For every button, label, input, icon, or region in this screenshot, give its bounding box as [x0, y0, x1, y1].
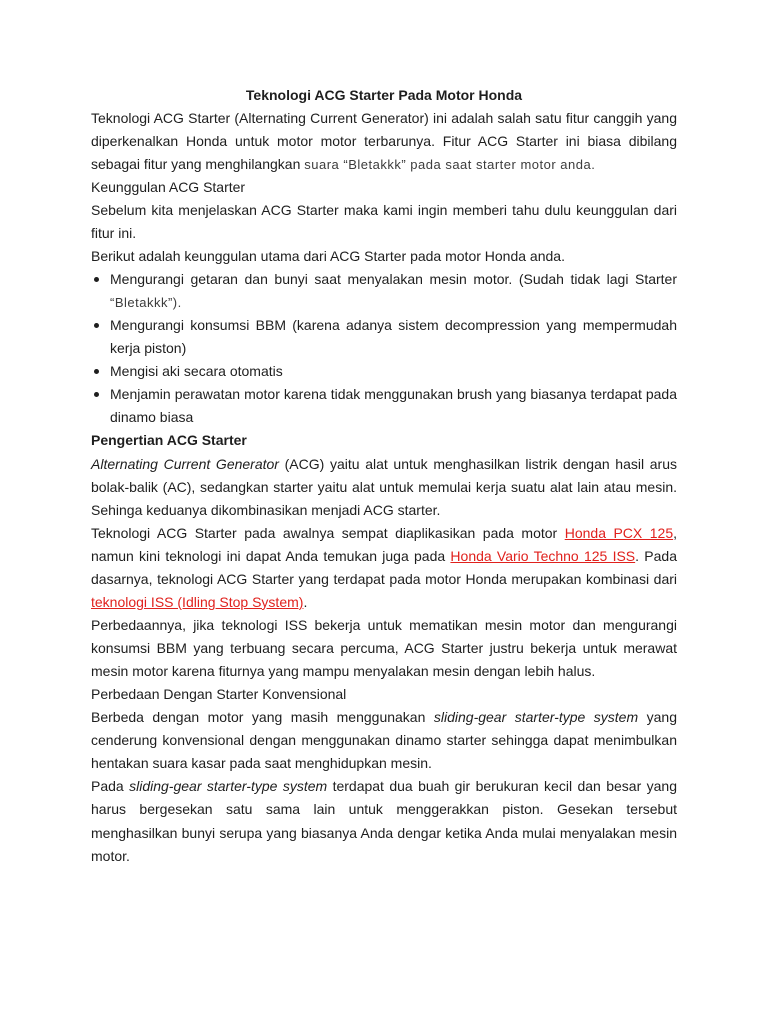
- list-item: [91, 268, 677, 314]
- definition-term: Alternating Current Generator: [91, 455, 279, 472]
- conventional-text-after: terdapat dua buah gir berukuran kecil dan besar yang harus bergesekan satu sama lain untuk menggerakkan piston. Gesekan tersebut menghasilkan bunyi serupa yang biasanya Anda dengar ketika Anda mulai menyalakan mesin motor.: [91, 778, 677, 864]
- bullet-icon: [94, 392, 99, 397]
- history-text-2: , namun kini teknologi ini dapat Anda temukan juga pada: [91, 524, 678, 564]
- sliding-gear-term: sliding-gear starter-type system: [433, 709, 639, 726]
- advantages-lead-paragraph: Berikut adalah keunggulan utama dari ACG Starter pada motor Honda anda.: [91, 247, 565, 264]
- conventional-paragraph-2: [91, 775, 677, 867]
- intro-text: Teknologi ACG Starter (Alternating Current Generator) ini adalah salah satu fitur canggih yang diperkenalkan Honda untuk motor motor terbarunya. Fitur ACG Starter ini biasa dibilang sebagai fitur yang menghilangkan: [91, 109, 677, 172]
- bullet-icon: [94, 323, 99, 328]
- conventional-heading: Perbedaan Dengan Starter Konvensional: [91, 686, 347, 703]
- list-item: [91, 360, 677, 383]
- intro-paragraph: [91, 107, 677, 176]
- list-item-text-alt-font: “Bletakkk”).: [110, 295, 182, 311]
- link-teknologi-iss[interactable]: teknologi ISS (Idling Stop System): [91, 593, 304, 610]
- definition-text: (ACG) yaitu alat untuk menghasilkan listrik dengan hasil arus bolak-balik (AC), sedangkan starter yaitu alat untuk memulai kerja suatu alat lain atau mesin. Sehinga keduanya dikombinasikan menjadi ACG starter.: [91, 455, 678, 518]
- link-honda-vario-techno-125-iss[interactable]: Honda Vario Techno 125 ISS: [450, 547, 636, 564]
- list-item-text: Mengisi aki secara otomatis: [110, 363, 283, 380]
- history-text-1: Teknologi ACG Starter pada awalnya sempat diaplikasikan pada motor: [91, 524, 565, 541]
- definition-heading: Pengertian ACG Starter: [91, 432, 247, 449]
- list-item-text: Menjamin perawatan motor karena tidak menggunakan brush yang biasanya terdapat pada dinamo biasa: [110, 386, 677, 426]
- advantages-heading: Keunggulan ACG Starter: [91, 178, 246, 195]
- article-title: Teknologi ACG Starter Pada Motor Honda: [245, 86, 523, 103]
- conventional-paragraph-1: [91, 706, 677, 775]
- article: [91, 84, 677, 868]
- history-text-4: .: [303, 593, 308, 610]
- conventional-text-before: Pada: [91, 778, 130, 795]
- definition-paragraph: [91, 453, 677, 522]
- bullet-icon: [94, 277, 99, 282]
- link-honda-pcx-125[interactable]: Honda PCX 125: [564, 524, 674, 541]
- conventional-text-after: yang cenderung konvensional dengan menggunakan dinamo starter sehingga dapat menimbulkan hentakan suara kasar pada saat menghidupkan mesin.: [91, 709, 677, 772]
- intro-text-alt-font: suara “Bletakkk” pada saat starter motor anda.: [304, 156, 596, 172]
- history-text-3: . Pada dasarnya, teknologi ACG Starter yang terdapat pada motor Honda merupakan kombinasi dari: [91, 547, 677, 587]
- sliding-gear-term: sliding-gear starter-type system: [129, 778, 328, 795]
- history-paragraph: [91, 522, 677, 614]
- list-item-text: Mengurangi getaran dan bunyi saat menyalakan mesin motor. (Sudah tidak lagi Starter: [110, 271, 677, 287]
- list-item-text: Mengurangi konsumsi BBM (karena adanya sistem decompression yang mempermudah kerja piston): [110, 317, 677, 357]
- conventional-text-before: Berbeda dengan motor yang masih menggunakan: [91, 709, 434, 726]
- advantages-list: [91, 268, 677, 429]
- list-item: [91, 383, 677, 429]
- advantages-intro-paragraph: Sebelum kita menjelaskan ACG Starter maka kami ingin memberi tahu dulu keunggulan dari fitur ini.: [91, 201, 677, 241]
- bullet-icon: [94, 369, 99, 374]
- list-item: [91, 314, 677, 360]
- difference-iss-paragraph: Perbedaannya, jika teknologi ISS bekerja untuk mematikan mesin motor dan mengurangi konsumsi BBM yang terbuang secara percuma, ACG Starter justru bekerja untuk merawat mesin motor karena fiturnya yang mampu menyalakan mesin dengan lebih halus.: [91, 616, 677, 680]
